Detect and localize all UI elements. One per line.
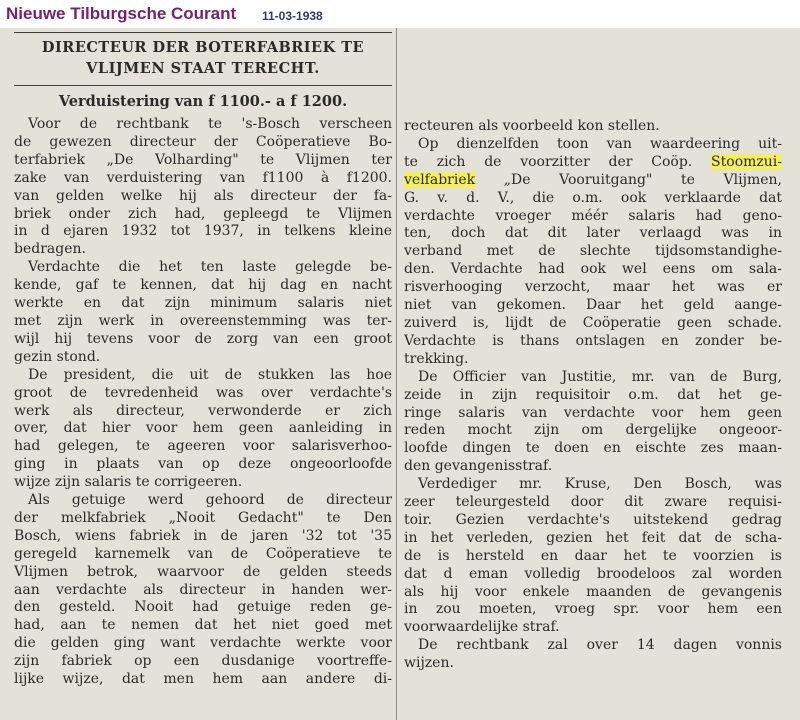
newspaper-name: Nieuwe Tilburgsche Courant bbox=[6, 4, 237, 23]
text-line: briek onder zich had, gepleegd te Vlijmen bbox=[14, 205, 392, 222]
left-column bbox=[14, 32, 392, 689]
text-line: bedragen. bbox=[14, 241, 86, 258]
text-line: De president, die uit de stukken las hoe bbox=[28, 366, 392, 383]
text-line: den gevangenisstraf. bbox=[404, 458, 553, 475]
text-line: reden mocht zijn om dergelijke ongeoor- bbox=[404, 422, 782, 439]
text-line: zeide in zijn requisitoir o.m. dat het ge- bbox=[404, 386, 782, 403]
text-line: zuiverd is, lijdt de Coöperatie geen schade. bbox=[404, 314, 782, 331]
text-line: kende, gaf te kennen, dat hij dag en nacht bbox=[14, 277, 392, 294]
text-line: loofde dingen te doen en eischte zes maan- bbox=[404, 440, 782, 457]
text-line: De Officier van Justitie, mr. van de Burg, bbox=[418, 368, 782, 385]
text-line: wijze zijn salaris te corrigeeren. bbox=[14, 474, 243, 491]
text-line: met zijn werk in overeenstemming was ter- bbox=[14, 312, 392, 329]
text-line: Verdachte is thans ontslagen en zonder be- bbox=[404, 332, 782, 349]
text-line: toir. Gezien verdachte's uitstekend gedrag bbox=[404, 511, 782, 528]
header-bar bbox=[0, 0, 800, 28]
text-line: had gelegen, te ageeren voor salarisverhoo- bbox=[14, 438, 392, 455]
text-line: werkte en dat zijn minimum salaris niet bbox=[14, 295, 392, 312]
text-line: trekking. bbox=[404, 350, 469, 367]
top-rule bbox=[14, 32, 392, 33]
text-line: terfabriek „De Volharding" te Vlijmen ter bbox=[14, 151, 392, 168]
text-line: ten, doch dat dit later verlaagd was in bbox=[404, 225, 782, 242]
text-line: den gesteld. Nooit had getuige reden ge- bbox=[14, 599, 392, 616]
text-line: ringe salaris van verdachte voor hem geen bbox=[404, 404, 782, 421]
text-line: had, aan te nemen dat het niet goed met bbox=[14, 617, 392, 634]
newspaper-clipping bbox=[0, 28, 800, 720]
text-line bbox=[404, 154, 782, 172]
text-line: risverhooging verzocht, maar het was er bbox=[404, 279, 782, 296]
text-line: niet van gekomen. Daar het geld aange- bbox=[404, 297, 782, 314]
text-line: Verdediger mr. Kruse, Den Bosch, was bbox=[418, 476, 782, 493]
text-line: dat d eman volledig broodeloos zal worden bbox=[404, 565, 782, 582]
column-divider bbox=[396, 28, 397, 720]
subheadline: Verduistering van f 1100.- a f 1200. bbox=[58, 93, 348, 110]
text-line: verdachte vroeger méér salaris had geno- bbox=[404, 207, 782, 224]
text-line: in het verleden, gezien het feit dat de scha- bbox=[404, 529, 782, 546]
headline-line: DIRECTEUR DER BOTERFABRIEK TE bbox=[41, 39, 365, 56]
text-line: Voor de rechtbank te 's-Bosch verscheen bbox=[28, 116, 392, 132]
text-line: Bosch, wiens fabriek in de jaren '32 tot '35 bbox=[14, 527, 392, 544]
text-line: aan verdachte als directeur in handen wer- bbox=[14, 581, 392, 598]
text-line: der melkfabriek „Nooit Gedacht" te Den bbox=[14, 509, 392, 526]
text-line: van gelden welke hij als directeur der fa- bbox=[14, 187, 392, 204]
text-line: verband met de slechte tijdsomstandighe- bbox=[404, 243, 782, 260]
highlighted-term: velfabriek bbox=[404, 171, 476, 188]
text-line: zijn fabriek op een dusdanige voortreffe- bbox=[14, 653, 392, 670]
text-line: zeer teleurgesteld door dit zware requisi- bbox=[404, 494, 782, 511]
text-line: in zou moeten, vroeg spr. voor hem een bbox=[404, 601, 782, 618]
text-line: Op dienzelfden toon van waardeering uit- bbox=[418, 135, 782, 152]
headline bbox=[14, 37, 392, 79]
text-fragment: te zich de voorzitter der Coöp. bbox=[404, 153, 693, 170]
text-line: De rechtbank zal over 14 dagen vonnis bbox=[418, 637, 782, 654]
text-line: voorwaardelijke straf. bbox=[404, 619, 560, 636]
text-line: wijzen. bbox=[404, 655, 454, 672]
text-line: zake van verduistering van f1100 à f1200. bbox=[14, 169, 392, 186]
text-line: in d ejaren 1932 tot 1937, in telkens kleine bbox=[14, 223, 392, 240]
text-line: Als getuige werd gehoord de directeur bbox=[28, 492, 392, 509]
text-line: recteuren als voorbeeld kon stellen. bbox=[404, 118, 660, 134]
text-line: lijke wijze, dat men hem aan andere di- bbox=[14, 671, 392, 688]
text-line: over, dat hier voor hem geen aanleiding in bbox=[14, 420, 392, 437]
headline-rule bbox=[14, 85, 392, 86]
text-line: die gelden ging want verdachte werkte voor bbox=[14, 635, 392, 652]
headline-line: VLIJMEN STAAT TERECHT. bbox=[86, 60, 320, 77]
text-line: de gewezen directeur der Coöperatieve Bo- bbox=[14, 133, 392, 150]
publication-date: 11-03-1938 bbox=[262, 9, 323, 23]
text-line: G. v. d. V., die o.m. ook verklaarde dat bbox=[404, 189, 782, 206]
text-line: ging in plaats van op deze ongeoorloofde bbox=[14, 456, 392, 473]
text-line: als hij voor enkele maanden de gevangenis bbox=[404, 583, 782, 600]
text-line: Vlijmen betrok, waarvoor de gelden steeds bbox=[14, 563, 392, 580]
text-line: wijl hij tevens voor de zorg van een groot bbox=[14, 330, 392, 347]
text-fragment: „De Vooruitgang" te Vlijmen, bbox=[503, 171, 782, 188]
text-line: geregeld karnemelk van de Coöperatieve te bbox=[14, 545, 392, 562]
text-line: gezin stond. bbox=[14, 348, 101, 365]
text-line: den. Verdachte had ook wel eens om sala- bbox=[404, 261, 782, 278]
text-line: de is hersteld en daar het te voorzien is bbox=[404, 547, 782, 564]
text-line: Verdachte die het ten laste gelegde be- bbox=[28, 259, 392, 276]
text-line: werk als directeur, verwonderde er zich bbox=[14, 402, 392, 419]
right-column bbox=[404, 118, 782, 673]
text-line bbox=[404, 172, 782, 190]
highlighted-term: Stoomzui- bbox=[711, 153, 782, 170]
text-line: groot de tevredenheid was over verdachte's bbox=[14, 384, 392, 401]
